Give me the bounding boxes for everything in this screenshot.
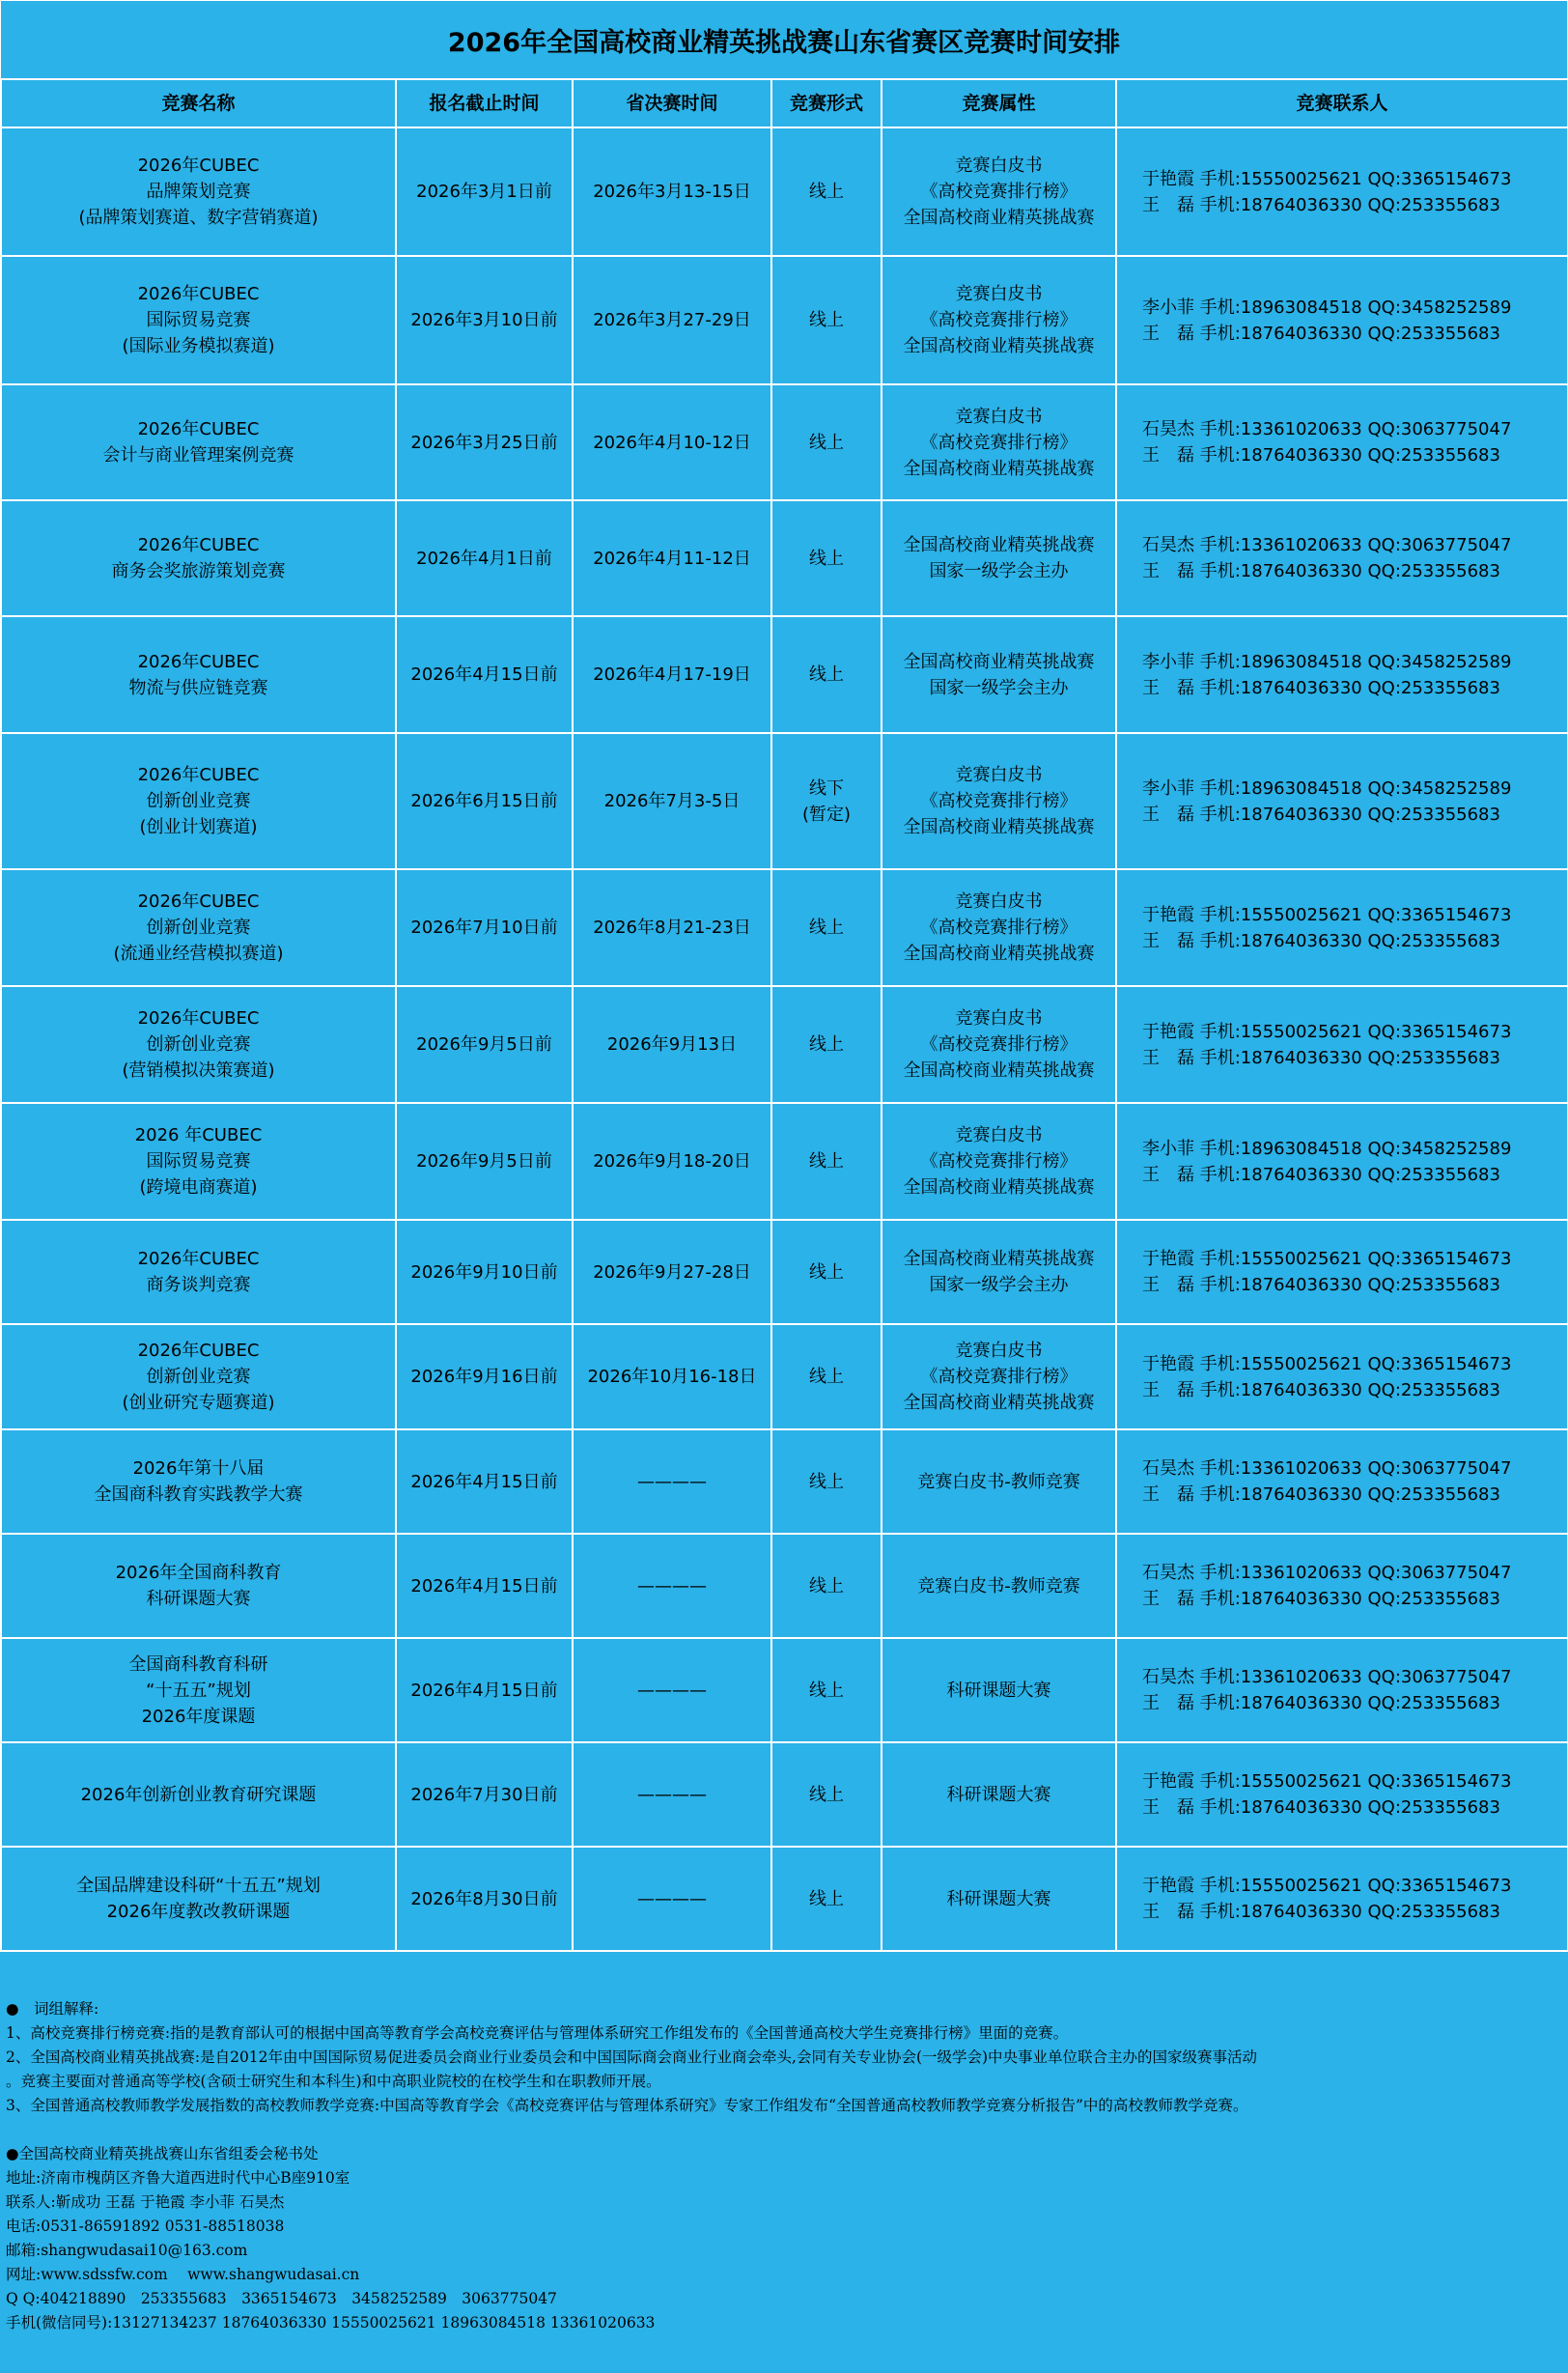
format-cell <box>771 733 882 869</box>
contact-cell-line: 王 磊 手机:18764036330 QQ:253355683 <box>1142 1275 1500 1295</box>
deadline-cell: 2026年7月30日前 <box>396 1742 573 1847</box>
format-cell-line: 线上 <box>809 1034 844 1055</box>
attribute-cell-line: 《高校竞赛排行榜》 <box>920 310 1078 330</box>
contact-cell-line: 王 磊 手机:18764036330 QQ:253355683 <box>1142 445 1500 466</box>
attribute-cell-line: 全国高校商业精英挑战赛 <box>903 336 1095 356</box>
attribute-cell-line: 《高校竞赛排行榜》 <box>920 1367 1078 1387</box>
competition-name-cell-line: (创业计划赛道) <box>139 817 258 837</box>
competition-name-cell-line: (营销模拟决策赛道) <box>122 1060 275 1081</box>
attribute-cell-line: 科研课题大赛 <box>946 1680 1051 1701</box>
competition-name-cell-line: 创新创业竞赛 <box>146 1367 251 1387</box>
competition-name-cell-line: 2026年CUBEC <box>137 284 260 304</box>
contact-cell <box>1116 1324 1568 1429</box>
contact-cell <box>1116 1534 1568 1638</box>
attribute-cell-line: 全国高校商业精英挑战赛 <box>903 817 1095 837</box>
attribute-cell-line: 国家一级学会主办 <box>929 677 1069 698</box>
notes-section <box>6 1997 1560 2335</box>
attribute-cell <box>882 1534 1116 1638</box>
contact-cell-line: 石昊杰 手机:13361020633 QQ:3063775047 <box>1142 419 1512 439</box>
competition-name-cell-line: 2026年CUBEC <box>137 1341 260 1361</box>
final-date-cell: 2026年3月27-29日 <box>573 256 771 384</box>
final-date-cell: ———— <box>573 1847 771 1951</box>
attribute-cell <box>882 1103 1116 1220</box>
attribute-cell-line: 竞赛白皮书 <box>955 1341 1043 1361</box>
competition-name-cell-line: 国际贸易竞赛 <box>146 1151 251 1172</box>
format-cell <box>771 1638 882 1742</box>
final-date-cell: 2026年10月16-18日 <box>573 1324 771 1429</box>
attribute-cell-line: 《高校竞赛排行榜》 <box>920 182 1078 202</box>
office-line: ●全国高校商业精英挑战赛山东省组委会秘书处 <box>6 2145 319 2162</box>
competition-name-cell-line: (品牌策划赛道、数字营销赛道) <box>78 208 319 228</box>
competition-name-cell-line: 2026 年CUBEC <box>134 1125 263 1145</box>
contact-cell-line: 于艳霞 手机:15550025621 QQ:3365154673 <box>1142 1249 1512 1269</box>
contact-cell-line: 李小菲 手机:18963084518 QQ:3458252589 <box>1142 297 1512 318</box>
final-date-cell: ———— <box>573 1742 771 1847</box>
table-row <box>1 1534 1568 1638</box>
table-row <box>1 384 1568 500</box>
attribute-cell-line: 《高校竞赛排行榜》 <box>920 1151 1078 1172</box>
deadline-cell: 2026年3月1日前 <box>396 127 573 256</box>
competition-name-cell-line: 2026年度课题 <box>141 1706 256 1727</box>
final-date-cell: ———— <box>573 1638 771 1742</box>
col-header-name: 竞赛名称 <box>1 79 396 127</box>
glossary-title: ● 词组解释: <box>6 2000 99 2018</box>
contact-cell-line: 王 磊 手机:18764036330 QQ:253355683 <box>1142 677 1500 698</box>
format-cell-line: 线上 <box>809 1784 844 1805</box>
competition-name-cell <box>1 986 396 1103</box>
attribute-cell-line: 竞赛白皮书 <box>955 284 1043 304</box>
format-cell <box>771 500 882 616</box>
contact-cell-line: 李小菲 手机:18963084518 QQ:3458252589 <box>1142 651 1512 672</box>
office-line: 网址:www.sdssfw.com www.shangwudasai.cn <box>6 2266 360 2283</box>
contact-cell-line: 王 磊 手机:18764036330 QQ:253355683 <box>1142 1164 1500 1185</box>
attribute-cell <box>882 733 1116 869</box>
deadline-cell: 2026年9月5日前 <box>396 1103 573 1220</box>
contact-cell-line: 于艳霞 手机:15550025621 QQ:3365154673 <box>1142 168 1512 189</box>
attribute-cell-line: 竞赛白皮书 <box>955 891 1043 912</box>
glossary-item: 3、全国普通高校教师教学发展指数的高校教师教学竞赛:中国高等教育学会《高校竞赛评估与管理体系研究》专家工作组发布“全国普通高校教师教学竞赛分析报告”中的高校教师教学竞赛。 <box>6 2097 1248 2114</box>
contact-cell <box>1116 869 1568 986</box>
format-cell <box>771 127 882 256</box>
format-cell <box>771 1220 882 1324</box>
attribute-cell-line: 全国高校商业精英挑战赛 <box>903 1249 1095 1269</box>
contact-cell-line: 王 磊 手机:18764036330 QQ:253355683 <box>1142 194 1500 215</box>
table-row <box>1 869 1568 986</box>
glossary-item: 1、高校竞赛排行榜竞赛:指的是教育部认可的根据中国高等教育学会高校竞赛评估与管理体系研究工作组发布的《全国普通高校大学生竞赛排行榜》里面的竞赛。 <box>6 2024 1069 2042</box>
deadline-cell: 2026年9月5日前 <box>396 986 573 1103</box>
contact-cell-line: 王 磊 手机:18764036330 QQ:253355683 <box>1142 930 1500 951</box>
attribute-cell-line: 全国高校商业精英挑战赛 <box>903 651 1095 672</box>
table-row <box>1 500 1568 616</box>
competition-name-cell <box>1 127 396 256</box>
attribute-cell <box>882 986 1116 1103</box>
competition-name-cell-line: 2026年CUBEC <box>137 651 260 672</box>
contact-cell <box>1116 384 1568 500</box>
format-cell-line: 线上 <box>809 1367 844 1387</box>
deadline-cell: 2026年4月15日前 <box>396 1429 573 1534</box>
competition-name-cell-line: 2026年度教改教研课题 <box>106 1902 291 1922</box>
contact-cell-line: 于艳霞 手机:15550025621 QQ:3365154673 <box>1142 1353 1512 1374</box>
format-cell <box>771 869 882 986</box>
attribute-cell <box>882 1220 1116 1324</box>
office-line: 联系人:靳成功 王磊 于艳霞 李小菲 石昊杰 <box>6 2193 285 2211</box>
glossary-item: 2、全国高校商业精英挑战赛:是自2012年由中国国际贸易促进委员会商业行业委员会和中国国际商会商业行业商会牵头,会同有关专业协会(一级学会)中央事业单位联合主办的国家级赛事活动 <box>6 2048 1258 2066</box>
attribute-cell <box>882 500 1116 616</box>
competition-name-cell-line: 全国品牌建设科研“十五五”规划 <box>76 1876 321 1896</box>
format-cell <box>771 986 882 1103</box>
glossary-item: 。竞赛主要面对普通高等学校(含硕士研究生和本科生)和中高职业院校的在校学生和在职教师开展。 <box>6 2073 661 2090</box>
competition-name-cell-line: (国际业务模拟赛道) <box>122 336 275 356</box>
attribute-cell-line: 全国高校商业精英挑战赛 <box>903 944 1095 964</box>
competition-name-cell <box>1 869 396 986</box>
format-cell <box>771 256 882 384</box>
contact-cell-line: 王 磊 手机:18764036330 QQ:253355683 <box>1142 1484 1500 1505</box>
format-cell <box>771 1847 882 1951</box>
contact-cell-line: 王 磊 手机:18764036330 QQ:253355683 <box>1142 1902 1500 1922</box>
format-cell-line: 线上 <box>809 1471 844 1492</box>
competition-name-cell <box>1 500 396 616</box>
attribute-cell <box>882 256 1116 384</box>
competition-name-cell <box>1 733 396 869</box>
contact-cell-line: 石昊杰 手机:13361020633 QQ:3063775047 <box>1142 1458 1512 1479</box>
final-date-cell: 2026年8月21-23日 <box>573 869 771 986</box>
competition-name-cell-line: (流通业经营模拟赛道) <box>113 944 284 964</box>
office-line: Q Q:404218890 253355683 3365154673 3458252589 3063775047 <box>6 2290 557 2307</box>
format-cell-line: 线上 <box>809 1575 844 1596</box>
table-row <box>1 733 1568 869</box>
attribute-cell <box>882 1638 1116 1742</box>
contact-cell-line: 王 磊 手机:18764036330 QQ:253355683 <box>1142 1047 1500 1068</box>
competition-name-cell-line: 2026年CUBEC <box>137 1008 260 1029</box>
competition-name-cell-line: 2026年CUBEC <box>137 535 260 555</box>
competition-name-cell-line: 创新创业竞赛 <box>146 918 251 938</box>
office-line: 地址:济南市槐荫区齐鲁大道西进时代中心B座910室 <box>6 2169 350 2187</box>
attribute-cell-line: 《高校竞赛排行榜》 <box>920 1034 1078 1055</box>
competition-name-cell <box>1 1742 396 1847</box>
contact-cell <box>1116 256 1568 384</box>
competition-name-cell <box>1 616 396 733</box>
attribute-cell-line: 国家一级学会主办 <box>929 561 1069 581</box>
office-info <box>6 2142 1560 2335</box>
attribute-cell-line: 全国高校商业精英挑战赛 <box>903 1393 1095 1413</box>
table-body <box>1 127 1568 1951</box>
format-cell-line: 线上 <box>809 1680 844 1701</box>
col-header-format: 竞赛形式 <box>771 79 882 127</box>
attribute-cell-line: 科研课题大赛 <box>946 1888 1051 1909</box>
attribute-cell-line: 科研课题大赛 <box>946 1784 1051 1805</box>
attribute-cell-line: 全国高校商业精英挑战赛 <box>903 535 1095 555</box>
attribute-cell <box>882 127 1116 256</box>
final-date-cell: 2026年9月13日 <box>573 986 771 1103</box>
deadline-cell: 2026年4月15日前 <box>396 616 573 733</box>
final-date-cell: 2026年3月13-15日 <box>573 127 771 256</box>
format-cell <box>771 1534 882 1638</box>
competition-name-cell-line: 2026年全国商科教育 <box>115 1563 282 1583</box>
attribute-cell-line: 竞赛白皮书 <box>955 1008 1043 1029</box>
competition-name-cell-line: 2026年第十八届 <box>132 1458 265 1479</box>
attribute-cell <box>882 1847 1116 1951</box>
format-cell-line: 线下 <box>809 777 844 799</box>
competition-name-cell-line: 2026年CUBEC <box>137 765 260 785</box>
col-header-deadline: 报名截止时间 <box>396 79 573 127</box>
glossary-list <box>6 2021 1560 2118</box>
contact-cell <box>1116 1847 1568 1951</box>
contact-cell-line: 王 磊 手机:18764036330 QQ:253355683 <box>1142 1589 1500 1609</box>
contact-cell-line: 王 磊 手机:18764036330 QQ:253355683 <box>1142 561 1500 581</box>
contact-cell <box>1116 1638 1568 1742</box>
attribute-cell-line: 全国高校商业精英挑战赛 <box>903 1177 1095 1198</box>
contact-cell <box>1116 127 1568 256</box>
format-cell <box>771 384 882 500</box>
final-date-cell: 2026年7月3-5日 <box>573 733 771 869</box>
competition-name-cell <box>1 1429 396 1534</box>
attribute-cell <box>882 616 1116 733</box>
format-cell-line: 线上 <box>809 918 844 938</box>
format-cell-line: 线上 <box>809 548 844 569</box>
format-cell-line: 线上 <box>809 182 844 202</box>
competition-name-cell-line: (跨境电商赛道) <box>139 1177 258 1198</box>
contact-cell <box>1116 500 1568 616</box>
competition-name-cell <box>1 384 396 500</box>
header-row <box>1 79 1568 127</box>
format-cell <box>771 1324 882 1429</box>
format-cell <box>771 1429 882 1534</box>
competition-name-cell <box>1 256 396 384</box>
col-header-attr: 竞赛属性 <box>882 79 1116 127</box>
format-cell-line: 线上 <box>809 1151 844 1172</box>
table-row <box>1 1742 1568 1847</box>
office-line: 电话:0531-86591892 0531-88518038 <box>6 2218 285 2235</box>
attribute-cell <box>882 1742 1116 1847</box>
attribute-cell <box>882 1324 1116 1429</box>
competition-name-cell-line: 会计与商业管理案例竞赛 <box>102 445 294 466</box>
attribute-cell-line: 竞赛白皮书-教师竞赛 <box>917 1575 1080 1596</box>
table-row <box>1 1220 1568 1324</box>
deadline-cell: 2026年7月10日前 <box>396 869 573 986</box>
contact-cell-line: 于艳霞 手机:15550025621 QQ:3365154673 <box>1142 1876 1512 1896</box>
contact-cell-line: 于艳霞 手机:15550025621 QQ:3365154673 <box>1142 1021 1512 1042</box>
competition-name-cell-line: 国际贸易竞赛 <box>146 310 251 330</box>
contact-cell <box>1116 986 1568 1103</box>
deadline-cell: 2026年3月25日前 <box>396 384 573 500</box>
competition-name-cell <box>1 1103 396 1220</box>
attribute-cell-line: 全国高校商业精英挑战赛 <box>903 1060 1095 1081</box>
attribute-cell-line: 竞赛白皮书 <box>955 1125 1043 1145</box>
competition-name-cell-line: 创新创业竞赛 <box>146 791 251 811</box>
office-line: 邮箱:shangwudasai10@163.com <box>6 2242 248 2259</box>
table-row <box>1 616 1568 733</box>
deadline-cell: 2026年6月15日前 <box>396 733 573 869</box>
table-row <box>1 1429 1568 1534</box>
attribute-cell <box>882 384 1116 500</box>
competition-name-cell-line: 物流与供应链竞赛 <box>128 677 268 698</box>
competition-name-cell <box>1 1638 396 1742</box>
format-cell <box>771 1103 882 1220</box>
competition-name-cell <box>1 1534 396 1638</box>
contact-cell-line: 李小菲 手机:18963084518 QQ:3458252589 <box>1142 777 1512 799</box>
attribute-cell-line: 《高校竞赛排行榜》 <box>920 432 1078 453</box>
final-date-cell: 2026年4月17-19日 <box>573 616 771 733</box>
contact-cell-line: 王 磊 手机:18764036330 QQ:253355683 <box>1142 1693 1500 1713</box>
competition-name-cell <box>1 1847 396 1951</box>
contact-cell <box>1116 1742 1568 1847</box>
table-row <box>1 986 1568 1103</box>
attribute-cell-line: 国家一级学会主办 <box>929 1275 1069 1295</box>
format-cell-line: 线上 <box>809 1261 844 1283</box>
competition-name-cell-line: 商务谈判竞赛 <box>146 1275 251 1295</box>
final-date-cell: ———— <box>573 1534 771 1638</box>
deadline-cell: 2026年9月16日前 <box>396 1324 573 1429</box>
format-cell-line: 线上 <box>809 432 844 453</box>
competition-name-cell-line: “十五五”规划 <box>146 1680 251 1701</box>
contact-cell-line: 王 磊 手机:18764036330 QQ:253355683 <box>1142 1797 1500 1818</box>
format-cell-line: (暂定) <box>801 804 852 825</box>
contact-cell-line: 李小菲 手机:18963084518 QQ:3458252589 <box>1142 1138 1512 1159</box>
competition-name-cell <box>1 1220 396 1324</box>
contact-cell-line: 于艳霞 手机:15550025621 QQ:3365154673 <box>1142 904 1512 925</box>
format-cell <box>771 1742 882 1847</box>
attribute-cell-line: 竞赛白皮书 <box>955 155 1043 176</box>
final-date-cell: 2026年9月18-20日 <box>573 1103 771 1220</box>
final-date-cell: 2026年4月10-12日 <box>573 384 771 500</box>
competition-name-cell-line: 品牌策划竞赛 <box>146 182 251 202</box>
deadline-cell: 2026年4月1日前 <box>396 500 573 616</box>
final-date-cell: ———— <box>573 1429 771 1534</box>
deadline-cell: 2026年4月15日前 <box>396 1638 573 1742</box>
competition-name-cell-line: (创业研究专题赛道) <box>122 1393 275 1413</box>
contact-cell <box>1116 733 1568 869</box>
contact-cell-line: 石昊杰 手机:13361020633 QQ:3063775047 <box>1142 535 1512 555</box>
attribute-cell <box>882 1429 1116 1534</box>
contact-cell <box>1116 1220 1568 1324</box>
attribute-cell-line: 《高校竞赛排行榜》 <box>920 791 1078 811</box>
contact-cell-line: 石昊杰 手机:13361020633 QQ:3063775047 <box>1142 1563 1512 1583</box>
table-row <box>1 1324 1568 1429</box>
table-row <box>1 1103 1568 1220</box>
competition-name-cell-line: 2026年CUBEC <box>137 419 260 439</box>
format-cell <box>771 616 882 733</box>
office-line: 手机(微信同号):13127134237 18764036330 15550025621 18963084518 13361020633 <box>6 2314 656 2331</box>
contact-cell-line: 王 磊 手机:18764036330 QQ:253355683 <box>1142 1379 1500 1400</box>
competition-name-cell-line: 2026年CUBEC <box>137 1249 260 1269</box>
table-row <box>1 1638 1568 1742</box>
attribute-cell-line: 竞赛白皮书 <box>955 406 1043 427</box>
table-row <box>1 256 1568 384</box>
competition-name-cell-line: 创新创业竞赛 <box>146 1034 251 1055</box>
deadline-cell: 2026年3月10日前 <box>396 256 573 384</box>
competition-name-cell-line: 全国商科教育科研 <box>128 1653 268 1675</box>
contact-cell-line: 王 磊 手机:18764036330 QQ:253355683 <box>1142 804 1500 825</box>
competition-name-cell <box>1 1324 396 1429</box>
table-row <box>1 1847 1568 1951</box>
col-header-contact: 竞赛联系人 <box>1116 79 1568 127</box>
final-date-cell: 2026年4月11-12日 <box>573 500 771 616</box>
col-header-final: 省决赛时间 <box>573 79 771 127</box>
deadline-cell: 2026年8月30日前 <box>396 1847 573 1951</box>
format-cell-line: 线上 <box>809 664 844 685</box>
attribute-cell-line: 竞赛白皮书-教师竞赛 <box>917 1471 1080 1492</box>
format-cell-line: 线上 <box>809 310 844 330</box>
competition-name-cell-line: 2026年CUBEC <box>137 891 260 912</box>
contact-cell-line: 王 磊 手机:18764036330 QQ:253355683 <box>1142 323 1500 344</box>
contact-cell-line: 于艳霞 手机:15550025621 QQ:3365154673 <box>1142 1771 1512 1792</box>
contact-cell <box>1116 616 1568 733</box>
format-cell-line: 线上 <box>809 1888 844 1909</box>
competition-name-cell-line: 2026年创新创业教育研究课题 <box>80 1784 317 1805</box>
deadline-cell: 2026年4月15日前 <box>396 1534 573 1638</box>
deadline-cell: 2026年9月10日前 <box>396 1220 573 1324</box>
schedule-table <box>0 78 1568 1952</box>
competition-name-cell-line: 全国商科教育实践教学大赛 <box>94 1484 303 1505</box>
attribute-cell <box>882 869 1116 986</box>
attribute-cell-line: 《高校竞赛排行榜》 <box>920 918 1078 938</box>
attribute-cell-line: 全国高校商业精英挑战赛 <box>903 458 1095 479</box>
competition-name-cell-line: 商务会奖旅游策划竞赛 <box>111 561 286 581</box>
page-title: 2026年全国高校商业精英挑战赛山东省赛区竞赛时间安排 <box>0 0 1568 79</box>
final-date-cell: 2026年9月27-28日 <box>573 1220 771 1324</box>
competition-name-cell-line: 科研课题大赛 <box>146 1589 251 1609</box>
attribute-cell-line: 全国高校商业精英挑战赛 <box>903 208 1095 228</box>
contact-cell <box>1116 1103 1568 1220</box>
competition-name-cell-line: 2026年CUBEC <box>137 155 260 176</box>
table-row <box>1 127 1568 256</box>
attribute-cell-line: 竞赛白皮书 <box>955 765 1043 785</box>
contact-cell <box>1116 1429 1568 1534</box>
contact-cell-line: 石昊杰 手机:13361020633 QQ:3063775047 <box>1142 1667 1512 1687</box>
